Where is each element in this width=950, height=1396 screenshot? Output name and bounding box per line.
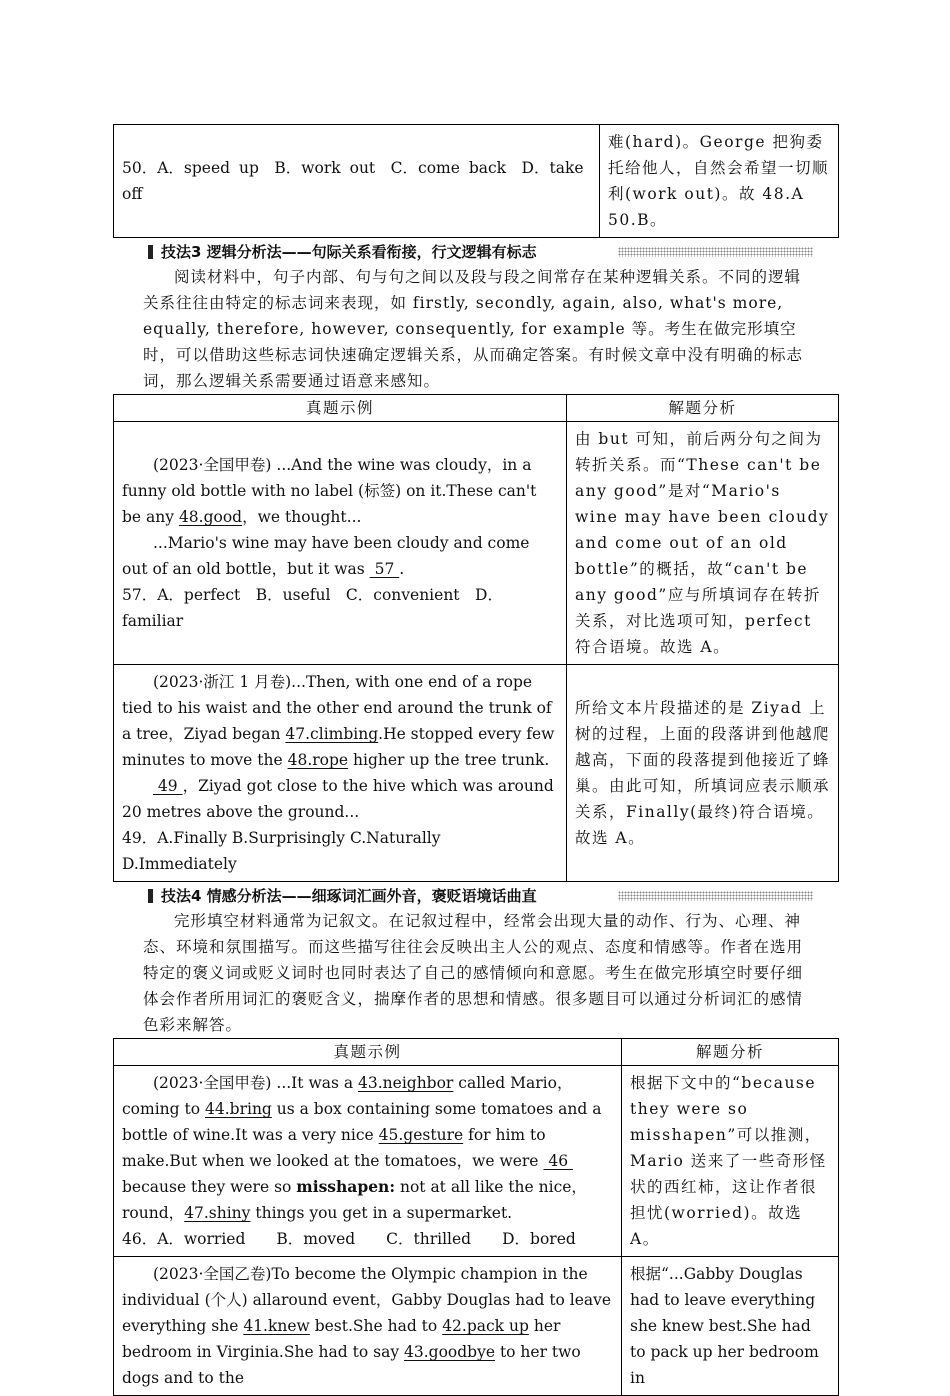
example-cell bbox=[114, 665, 567, 882]
options-line: 46．A．worried B．moved C．thrilled D．bored bbox=[122, 1230, 576, 1248]
heading-dots-decoration bbox=[618, 247, 813, 257]
analysis-cell: 所给文本片段描述的是 Ziyad 上树的过程，上面的段落讲到他越爬越高，下面的段落提到他接近了蜂巢。由此可知，所填词应表示顺承关系，Finally(最终)符合语境。故选 A。 bbox=[567, 665, 839, 882]
blank-answer: 42.pack up bbox=[442, 1317, 529, 1335]
key-word: misshapen: bbox=[296, 1177, 396, 1196]
blank-answer: 47.climbing bbox=[285, 725, 379, 743]
blank-answer: 41.knew bbox=[243, 1317, 310, 1335]
header-analysis: 解题分析 bbox=[567, 395, 839, 422]
blank-answer: 43.neighbor bbox=[358, 1074, 454, 1092]
example-cell bbox=[114, 422, 567, 665]
example-paragraph: ...Mario's wine may have been cloudy and come out of an old bottle，but it was 57 . bbox=[122, 534, 530, 578]
table-row bbox=[114, 422, 839, 665]
heading-marker-icon bbox=[148, 889, 153, 903]
section-4-intro: 完形填空材料通常为记叙文。在记叙过程中，经常会出现大量的动作、行为、心理、神态、环境和氛围描写。而这些描写往往会反映出主人公的观点、态度和情感等。作者在选用特定的褒义词或贬义词时也同时表达了自己的感情倾向和意愿。考生在做完形填空时要仔细体会作者所用词汇的褒贬含义，揣摩作者的思想和情感。很多题目可以通过分析词汇的感情色彩来解答。 bbox=[143, 912, 804, 1034]
blank-answer: 44.bring bbox=[205, 1100, 272, 1118]
example-paragraph: 49 ，Ziyad got close to the hive which was around 20 metres above the ground... bbox=[122, 777, 554, 821]
blank-answer: 45.gesture bbox=[378, 1126, 464, 1144]
blank-answer: 48.rope bbox=[287, 751, 349, 769]
blank-number: 49 bbox=[153, 777, 183, 795]
blank-answer: 47.shiny bbox=[184, 1204, 251, 1222]
section-3-table bbox=[113, 394, 839, 882]
options-line: 57．A．perfect B．useful C．convenient D．familiar bbox=[122, 586, 503, 630]
example-cell bbox=[114, 1257, 622, 1396]
example-paragraph: (2023·浙江 1 月卷)...Then, with one end of a rope tied to his waist and the other end around the trunk of a tree，Ziyad began 47.climbing.He stopped every few minutes to move the 48.rope higher up the tree trunk. bbox=[122, 673, 555, 769]
question-50-options: 50．A．speed up B．work out C．come back D．take off bbox=[114, 125, 600, 238]
table-row bbox=[114, 1257, 839, 1396]
page-content bbox=[113, 124, 838, 1396]
analysis-cell: 由 but 可知，前后两分句之间为转折关系。而“These can't be any good”是对“Mario's wine may have been cloudy and come out of an old bottle”的概括，故“can't be any good”应与所填词存在转折关系，对比选项可知，perfect 符合语境。故选 A。 bbox=[567, 422, 839, 665]
blank-number: 57 bbox=[369, 560, 400, 578]
section-4-table bbox=[113, 1038, 839, 1396]
table-row bbox=[114, 125, 839, 238]
section-3-heading bbox=[148, 240, 813, 264]
options-line: 49．A.Finally B.Surprisingly C.Naturally D.Immediately bbox=[122, 829, 441, 873]
table-row bbox=[114, 665, 839, 882]
section-4-title: 技法4 情感分析法——细琢词汇画外音，褒贬语境话曲直 bbox=[161, 887, 537, 905]
table-header-row bbox=[114, 395, 839, 422]
header-example: 真题示例 bbox=[114, 1039, 622, 1066]
blank-number: 46 bbox=[543, 1152, 573, 1170]
header-example: 真题示例 bbox=[114, 395, 567, 422]
heading-dots-decoration bbox=[618, 891, 813, 901]
table-header-row bbox=[114, 1039, 839, 1066]
section-4-heading bbox=[148, 884, 813, 908]
continued-table bbox=[113, 124, 839, 238]
blank-answer: 48.good bbox=[178, 508, 243, 526]
example-paragraph: (2023·全国乙卷)To become the Olympic champion in the individual (个人) allaround event，Gabby Douglas had to leave everything she 41.knew best.She had to 42.pack up her bedroom in Virginia.She had to say 43.goodbye to her two dogs and to the bbox=[122, 1265, 612, 1387]
section-3-title: 技法3 逻辑分析法——句际关系看衔接，行文逻辑有标志 bbox=[161, 243, 537, 261]
example-cell bbox=[114, 1066, 622, 1257]
analysis-cell: 根据“...Gabby Douglas had to leave everything she knew best.She had to pack up her bedroom in bbox=[622, 1257, 839, 1396]
question-50-analysis: 难(hard)。George 把狗委托给他人，自然会希望一切顺利(work out)。故 48.A 50.B。 bbox=[600, 125, 839, 238]
heading-marker-icon bbox=[148, 245, 153, 259]
header-analysis: 解题分析 bbox=[622, 1039, 839, 1066]
analysis-cell: 根据下文中的“because they were so misshapen”可以推测，Mario 送来了一些奇形怪状的西红柿，这让作者很担忧(worried)。故选 A。 bbox=[622, 1066, 839, 1257]
table-row bbox=[114, 1066, 839, 1257]
section-3-intro: 阅读材料中，句子内部、句与句之间以及段与段之间常存在某种逻辑关系。不同的逻辑关系往往由特定的标志词来表现，如 firstly, secondly, again, also, what's more, equally, therefore, however, consequently, for example 等。考生在做完形填空时，可以借助这些标志词快速确定逻辑关系，从而确定答案。有时候文章中没有明确的标志词，那么逻辑关系需要通过语意来感知。 bbox=[143, 268, 804, 390]
example-paragraph: (2023·全国甲卷) ...It was a 43.neighbor called Mario，coming to 44.bring us a box containing some tomatoes and a bottle of wine.It was a very nice 45.gesture for him to make.But when we looked at the tomatoes，we were 46 because they were so misshapen: not at all like the nice，round，47.shiny things you get in a supermarket. bbox=[122, 1074, 602, 1222]
example-paragraph: (2023·全国甲卷) ...And the wine was cloudy，in a funny old bottle with no label (标签) on it.These can't be any 48.good，we thought... bbox=[122, 456, 537, 526]
blank-answer: 43.goodbye bbox=[404, 1343, 496, 1361]
